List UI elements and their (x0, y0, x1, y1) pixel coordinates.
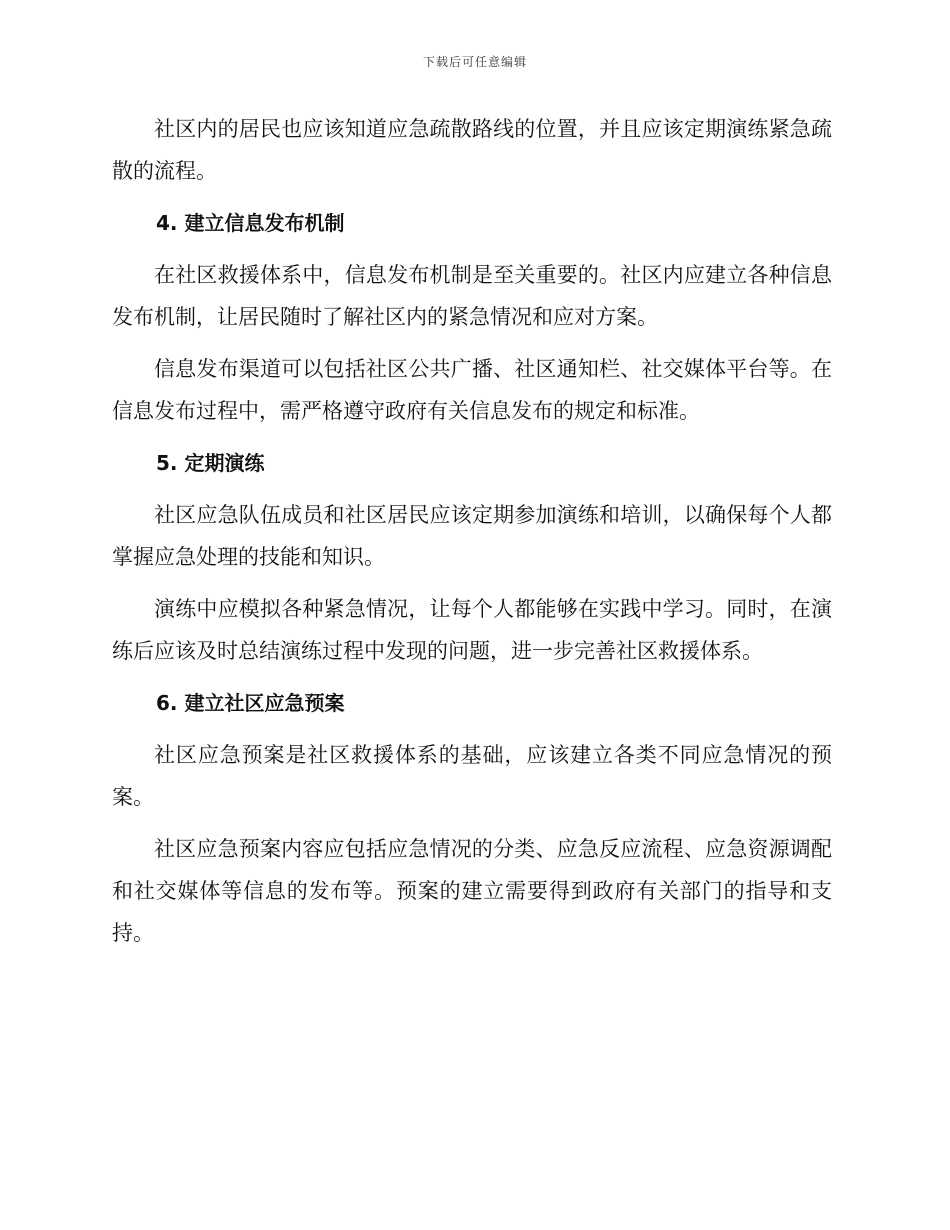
paragraph: 社区应急预案是社区救援体系的基础，应该建立各类不同应急情况的预案。 (112, 743, 832, 809)
paragraph: 社区应急队伍成员和社区居民应该定期参加演练和培训，以确保每个人都掌握应急处理的技能和知识。 (112, 503, 832, 569)
paragraph: 社区内的居民也应该知道应急疏散路线的位置，并且应该定期演练紧急疏散的流程。 (112, 117, 832, 183)
section-heading: 5. 定期演练 (156, 451, 265, 475)
paragraph: 信息发布渠道可以包括社区公共广播、社区通知栏、社交媒体平台等。在信息发布过程中，需严格遵守政府有关信息发布的规定和标准。 (112, 357, 832, 423)
section-heading: 4. 建立信息发布机制 (156, 211, 345, 235)
paragraph: 社区应急预案内容应包括应急情况的分类、应急反应流程、应急资源调配和社交媒体等信息的发布等。预案的建立需要得到政府有关部门的指导和支持。 (112, 837, 832, 945)
page-header: 下载后可任意编辑 (422, 55, 527, 69)
document-body (112, 108, 832, 964)
section-heading: 6. 建立社区应急预案 (156, 691, 345, 715)
paragraph: 演练中应模拟各种紧急情况，让每个人都能够在实践中学习。同时，在演练后应该及时总结演练过程中发现的问题，进一步完善社区救援体系。 (112, 597, 832, 663)
paragraph: 在社区救援体系中，信息发布机制是至关重要的。社区内应建立各种信息发布机制，让居民随时了解社区内的紧急情况和应对方案。 (112, 263, 832, 329)
